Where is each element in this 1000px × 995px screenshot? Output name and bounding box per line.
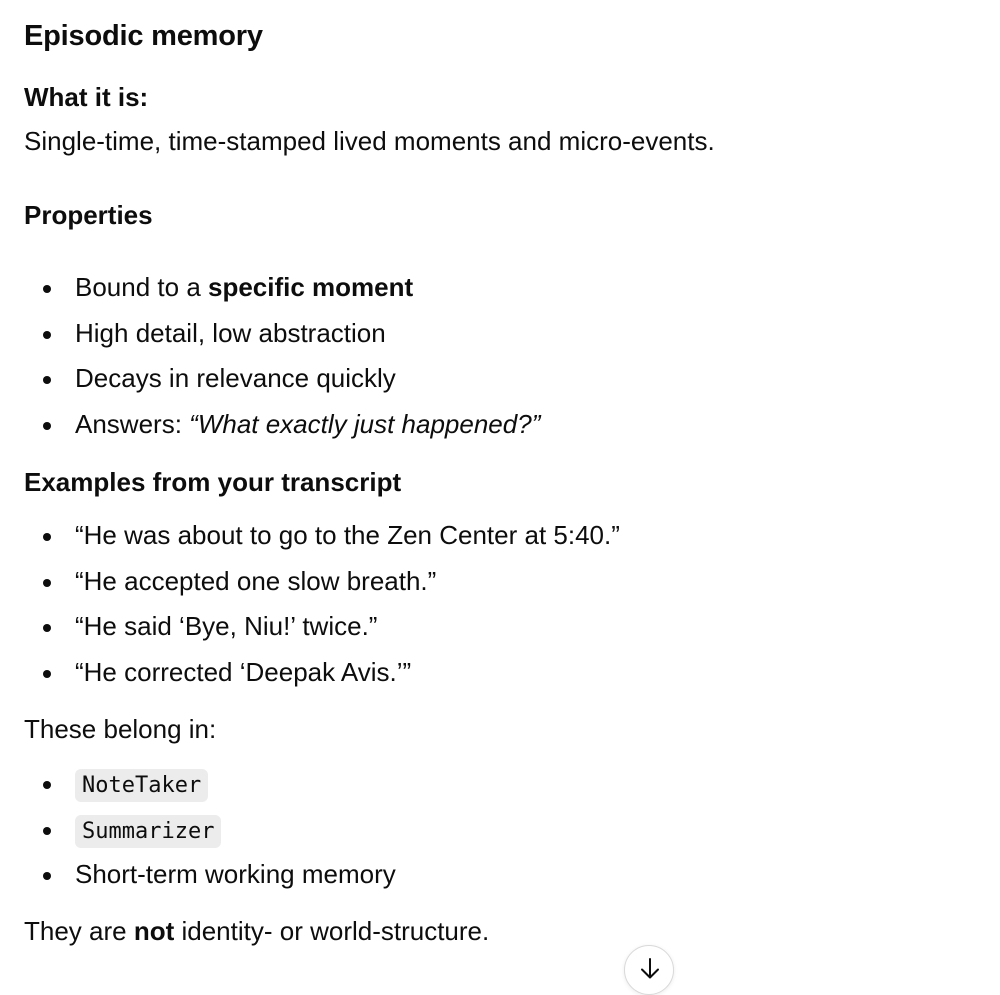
conclusion — [24, 916, 489, 947]
what-it-is-label: What it is: — [24, 82, 149, 112]
list-item-text: “He corrected ‘Deepak Avis.’” — [75, 656, 412, 687]
list-item — [24, 807, 396, 853]
list-item — [24, 356, 540, 402]
inline-code: Summarizer — [75, 815, 221, 848]
conclusion-text: They are — [24, 916, 134, 946]
list-item-text: Decays in relevance quickly — [75, 363, 396, 393]
list-item — [24, 402, 540, 448]
bullet-icon — [43, 285, 51, 293]
belongs-list — [24, 761, 396, 898]
bullet-icon — [43, 376, 51, 384]
bullet-icon — [43, 533, 51, 541]
list-item — [24, 761, 396, 807]
bullet-icon — [43, 624, 51, 632]
list-item — [24, 852, 396, 898]
list-item-text: “He accepted one slow breath.” — [75, 565, 437, 596]
bullet-icon — [43, 872, 51, 880]
list-item — [24, 650, 620, 696]
list-item — [24, 513, 620, 559]
bullet-icon — [43, 827, 51, 835]
list-item — [24, 265, 540, 311]
arrow-down-icon — [637, 956, 663, 982]
list-item-text: Bound to a — [75, 272, 208, 302]
list-item-text: “He said ‘Bye, Niu!’ twice.” — [75, 611, 378, 641]
bullet-icon — [43, 579, 51, 587]
properties-label: Properties — [24, 200, 153, 230]
conclusion-bold: not — [133, 916, 175, 946]
bullet-icon — [43, 331, 51, 339]
scroll-to-bottom-button[interactable] — [624, 945, 674, 995]
bullet-icon — [43, 781, 51, 789]
section-heading: Episodic memory — [24, 20, 263, 52]
list-item-text: High detail, low abstraction — [75, 317, 386, 348]
inline-code: NoteTaker — [75, 769, 208, 802]
list-item — [24, 604, 620, 650]
belongs-label: These belong in: — [24, 714, 217, 744]
list-item-text: Short-term working memory — [75, 859, 396, 889]
list-item — [24, 559, 620, 605]
list-item-text: Answers: — [75, 408, 190, 439]
examples-list — [24, 513, 620, 695]
examples-label: Examples from your transcript — [24, 467, 402, 497]
list-item-bold: specific moment — [208, 272, 414, 302]
list-item-text: “He was about to go to the Zen Center at 5:40.” — [75, 520, 620, 550]
list-item-italic: “What exactly just happened?” — [189, 408, 541, 439]
what-it-is-text: Single-time, time-stamped lived moments and micro-events. — [24, 126, 715, 156]
bullet-icon — [43, 422, 51, 430]
properties-list — [24, 265, 540, 447]
bullet-icon — [43, 670, 51, 678]
conclusion-text: identity- or world-structure. — [174, 916, 490, 946]
list-item — [24, 311, 540, 357]
